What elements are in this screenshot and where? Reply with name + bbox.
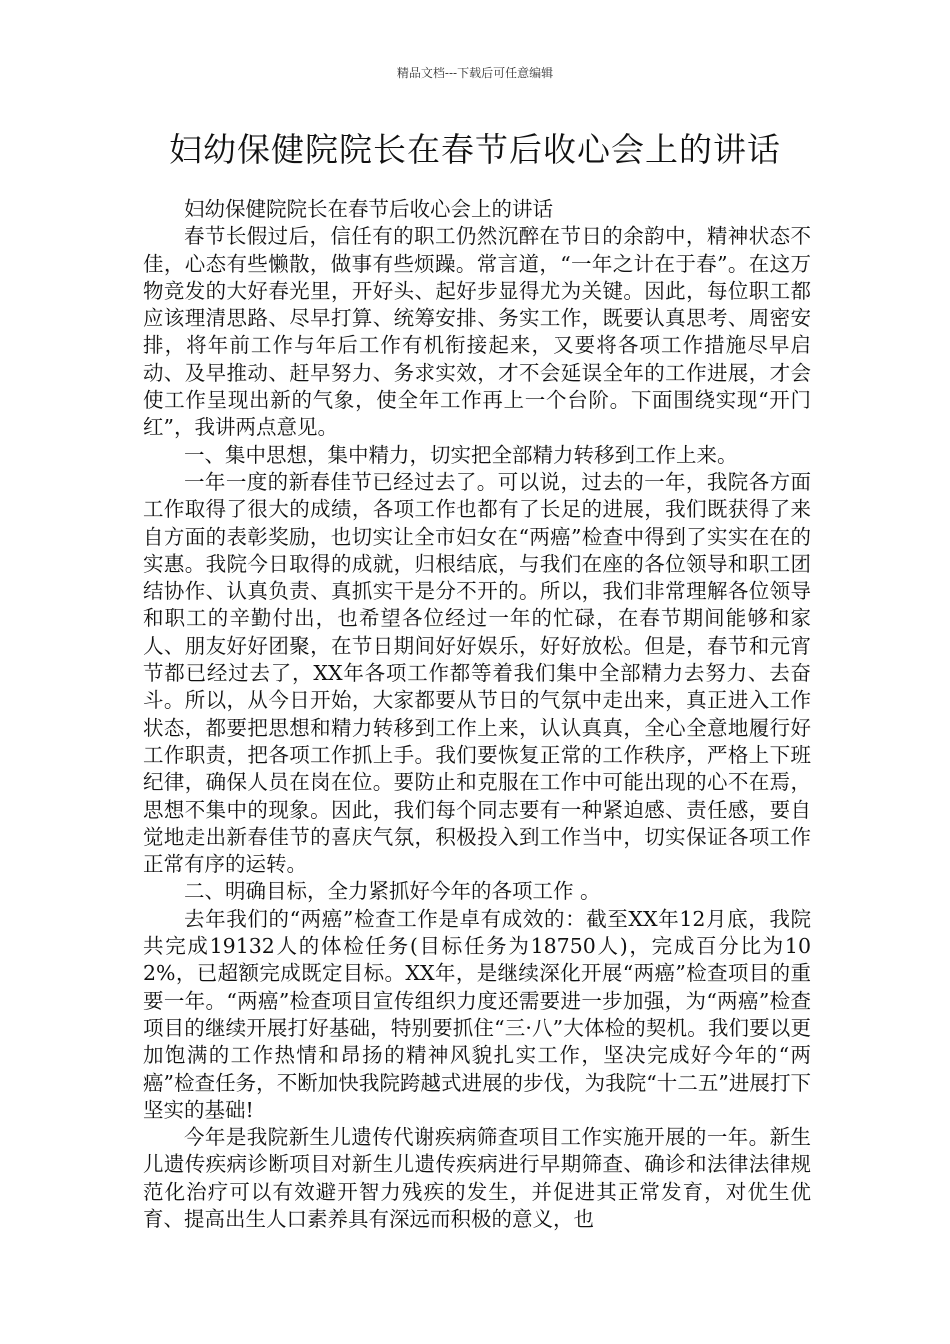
document-title: 妇幼保健院院长在春节后收心会上的讲话 — [169, 130, 781, 169]
paragraph-subtitle: 妇幼保健院院长在春节后收心会上的讲话 — [184, 197, 553, 221]
paragraph-section-1: 一年一度的新春佳节已经过去了。可以说，过去的一年，我院各方面工作取得了很大的成绩，各项工作也都有了长足的进展，我们既获得了来自方面的表彰奖励，也切实让全市妇女在“两癌”检查中得到了实实在在的实惠。我院今日取得的成就，归根结底，与我们在座的各位领导和职工团结协作、认真负责、真抓实干是分不开的。所以，我们非常理解各位领导和职工的辛勤付出，也希望各位经过一年的忙碌，在春节期间能够和家人、朋友好好团聚，在节日期间好好娱乐，好好放松。但是，春节和元宵节都已经过去了，XX年各项工作都等着我们集中全部精力去努力、去奋斗。所以，从今日开始，大家都要从节日的气氛中走出来，真正进入工作状态，都要把思想和精力转移到工作上来，认认真真，全心全意地履行好工作职责，把各项工作抓上手。我们要恢复正常的工作秩序，严格上下班纪律，确保人员在岗在位。要防止和克服在工作中可能出现的心不在焉，思想不集中的现象。因此，我们每个同志要有一种紧迫感、责任感，要自觉地走出新春佳节的喜庆气氛，积极投入到工作当中，切实保证各项工作正常有序的运转。 — [143, 469, 811, 877]
section-heading-2: 二、明确目标，全力紧抓好今年的各项工作 。 — [184, 879, 601, 904]
paragraph-intro: 春节长假过后，信任有的职工仍然沉醉在节日的余韵中，精神状态不佳，心态有些懒散，做事有些烦躁。常言道，“一年之计在于春”。在这万物竞发的大好春光里，开好头、起好步显得尤为关键。因此，每位职工都应该理清思路、尽早打算、统筹安排、务实工作，既要认真思考、周密安排，将年前工作与年后工作有机衔接起来，又要将各项工作措施尽早启动、及早推动、赶早努力、务求实效，才不会延误全年的工作进展，才会使工作呈现出新的气象，使全年工作再上一个台阶。下面围绕实现“开门红”，我讲两点意见。 — [143, 224, 811, 440]
paragraph-section-2b: 今年是我院新生儿遗传代谢疾病筛查项目工作实施开展的一年。新生儿遗传疾病诊断项目对新生儿遗传疾病进行早期筛查、确诊和法律法律规范化治疗可以有效避开智力残疾的发生，并促进其正常发育，对优生优育、提高出生人口素养具有深远而积极的意义，也 — [143, 1125, 811, 1231]
paragraph-section-2a: 去年我们的“两癌”检查工作是卓有成效的：截至XX年12月底，我院共完成19132人的体检任务(目标任务为18750人)，完成百分比为102%，已超额完成既定目标。XX年，是继续深化开展“两癌”检查项目的重要一年。“两癌”检查项目宣传组织力度还需要进一步加强，为“两癌”检查项目的继续开展打好基础，特别要抓住“三·八”大体检的契机。我们要以更加饱满的工作热情和昂扬的精神风貌扎实工作，坚决完成好今年的“两癌”检查任务，不断加快我院跨越式进展的步伐，为我院“十二五”进展打下坚实的基础! — [143, 906, 811, 1122]
page-header: 精品文档---下载后可任意编辑 — [396, 66, 554, 80]
document-body — [143, 196, 811, 1233]
section-heading-1: 一、集中思想，集中精力，切实把全部精力转移到工作上来。 — [184, 442, 738, 467]
